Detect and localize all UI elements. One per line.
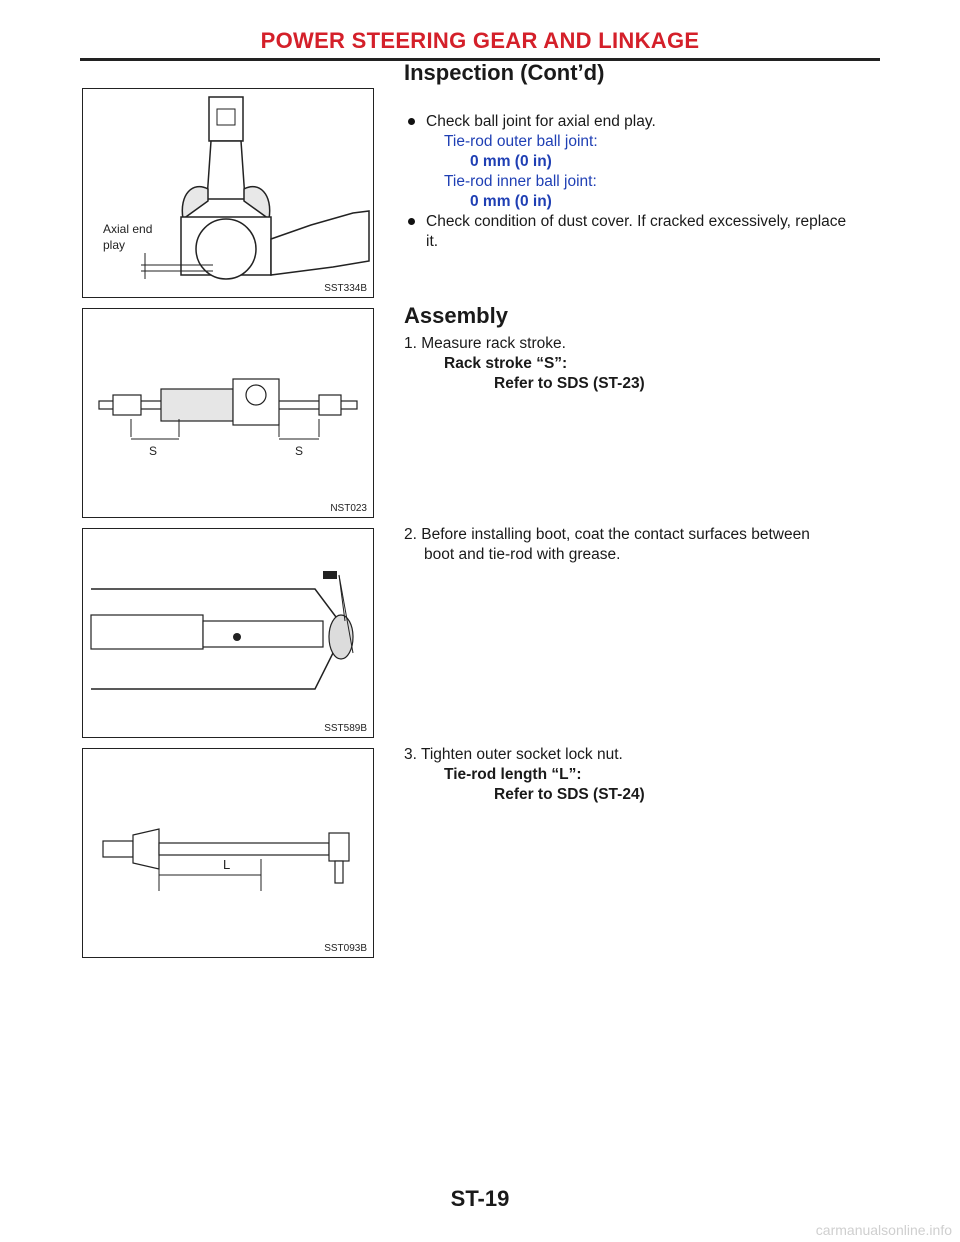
step-1-text: 1. Measure rack stroke. xyxy=(404,335,566,352)
figure-boot-grease xyxy=(82,528,374,738)
label-axial-end: Axial end xyxy=(103,222,153,236)
section-title: Inspection (Cont’d) xyxy=(404,60,605,85)
step-2-line-1: 2. Before installing boot, coat the contact surfaces between xyxy=(404,526,810,543)
assembly-step-1 xyxy=(404,334,884,394)
bullet-2-line-1: Check condition of dust cover. If cracked excessively, replace xyxy=(426,213,847,230)
inner-ball-joint-label: Tie-rod inner ball joint: xyxy=(444,173,597,190)
running-head: POWER STEERING GEAR AND LINKAGE xyxy=(260,28,700,53)
figure-code: NST023 xyxy=(330,503,367,514)
page-number: ST-19 xyxy=(450,1186,510,1211)
watermark: carmanualsonline.info xyxy=(815,1222,952,1238)
inspection-text xyxy=(404,112,884,252)
figure-code: SST093B xyxy=(324,943,367,954)
bullet-2-line-2: it. xyxy=(426,233,439,250)
label-l: L xyxy=(223,857,231,872)
tie-rod-length-illustration xyxy=(83,749,373,957)
inspection-bullet-2 xyxy=(404,212,884,252)
inspection-bullet-1: Check ball joint for axial end play. xyxy=(404,112,884,132)
tie-rod-length-label: Tie-rod length “L”: xyxy=(444,766,582,783)
tie-rod-length-value: Refer to SDS (ST-24) xyxy=(494,786,645,803)
figure-code: SST589B xyxy=(324,723,367,734)
label-s-left: S xyxy=(149,444,158,458)
figure-code: SST334B xyxy=(324,283,367,294)
figure-tie-rod-length xyxy=(82,748,374,958)
step-3-text: 3. Tighten outer socket lock nut. xyxy=(404,746,623,763)
assembly-heading: Assembly xyxy=(404,303,508,328)
rack-stroke-value: Refer to SDS (ST-23) xyxy=(494,375,645,392)
label-play: play xyxy=(103,238,126,252)
inner-ball-joint-value: 0 mm (0 in) xyxy=(470,193,552,210)
assembly-step-2 xyxy=(404,525,884,565)
boot-grease-illustration xyxy=(83,529,373,737)
figure-ball-joint xyxy=(82,88,374,298)
outer-ball-joint-value: 0 mm (0 in) xyxy=(470,153,552,170)
step-2-line-2: boot and tie-rod with grease. xyxy=(424,546,621,563)
outer-ball-joint-label: Tie-rod outer ball joint: xyxy=(444,133,598,150)
label-s-right: S xyxy=(295,444,304,458)
assembly-step-3 xyxy=(404,745,884,805)
rack-stroke-label: Rack stroke “S”: xyxy=(444,355,568,372)
rack-stroke-illustration xyxy=(83,309,373,517)
ball-joint-illustration xyxy=(83,89,373,297)
figure-rack-stroke xyxy=(82,308,374,518)
